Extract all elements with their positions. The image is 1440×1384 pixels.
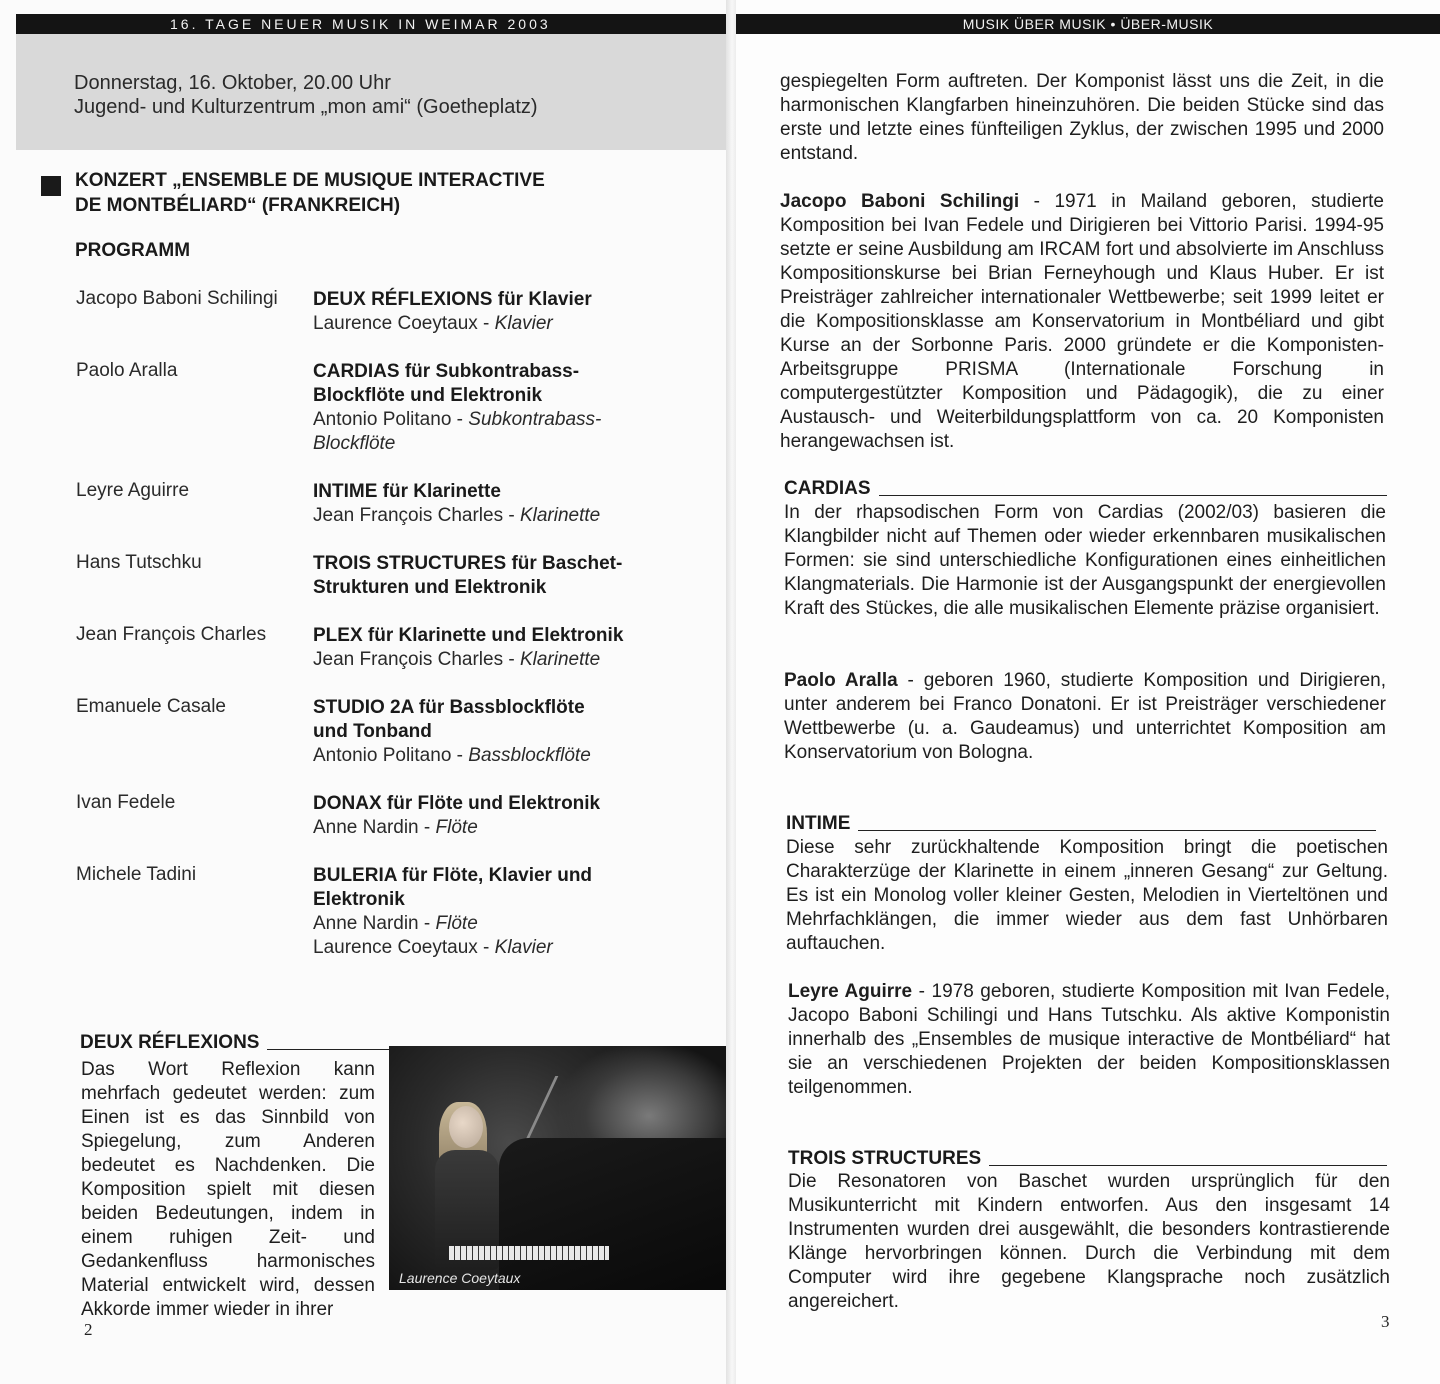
program-composer: Jacopo Baboni Schilingi — [76, 288, 278, 309]
program-composer: Leyre Aguirre — [76, 480, 190, 501]
program-work: INTIME für Klarinette — [313, 481, 501, 502]
program-composer: Emanuele Casale — [76, 696, 226, 717]
concert-title-line-2: DE MONTBÉLIARD“ (FRANKREICH) — [75, 195, 401, 216]
right-running-header: MUSIK ÜBER MUSIK • ÜBER-MUSIK — [736, 14, 1440, 34]
deux-reflexions-text: Das Wort Reflexion kann mehrfach gedeutet werden: zum Einen ist es das Sinnbild von Spiegelung, zum Anderen bedeutet es Nachdenken. Die Komposition spielt mit diesen beiden Bedeutungen, indem in einem ruhigen Zeit- und Gedankenfluss harmonisches Material entwickelt wird, dessen Akkorde immer wieder in ihrer — [81, 1059, 375, 1320]
cardias-heading: CARDIAS — [784, 478, 1387, 500]
program-composer: Hans Tutschku — [76, 552, 202, 573]
section-marker-square — [41, 176, 61, 196]
page-number-right: 3 — [1381, 1312, 1390, 1331]
program-performer: Anne Nardin - Flöte — [313, 913, 478, 934]
trois-structures-heading: TROIS STRUCTURES — [788, 1148, 1387, 1170]
program-work: CARDIAS für Subkontrabass-Blockflöte und Elektronik — [313, 361, 580, 406]
intime-heading: INTIME — [786, 813, 1376, 835]
program-composer: Paolo Aralla — [76, 360, 178, 381]
program-performer: Antonio Politano - Subkontrabass- — [313, 409, 602, 430]
right-page — [736, 0, 1440, 1384]
program-work: PLEX für Klarinette und Elektronik — [313, 625, 624, 646]
concert-date: Donnerstag, 16. Oktober, 20.00 Uhr — [74, 72, 391, 94]
program-composer: Jean François Charles — [76, 624, 267, 645]
deux-reflexions-continuation: gespiegelten Form auftreten. Der Komponist lässt uns die Zeit, in die harmonischen Klangfarben hineinzuhören. Die beiden Stücke sind das erste und letzte eines fünfteiligen Zyklus, der zwischen 1995 und 2000 entstand. — [780, 71, 1384, 164]
cardias-text: In der rhapsodischen Form von Cardias (2002/03) basieren die Klangbilder nicht auf Themen oder wieder erkennbaren musikalischen Formen: sie sind unterschiedliche Konfigurationen eines einheitlichen Klangmaterials. Die Harmonie ist der Ausgangspunkt der energievollen Kraft des Stückes, die alle musikalischen Elemente präzise organisiert. — [784, 502, 1386, 619]
page-number-left: 2 — [84, 1320, 93, 1339]
program-performer: Jean François Charles - Klarinette — [313, 505, 601, 526]
program-composer: Michele Tadini — [76, 864, 197, 885]
program-work: TROIS STRUCTURES für Baschet-Strukturen und Elektronik — [313, 553, 623, 598]
intime-text: Diese sehr zurückhaltende Komposition bringt die poetischen Charakterzüge der Klarinette in einem „inneren Gesang“ zur Geltung. Es ist ein Monolog voller kleiner Gesten, Melodien in Vierteltönen und Mehrfachklängen, die immer wieder aus dem fast Unhörbaren auftauchen. — [786, 837, 1388, 954]
concert-title-line-1: KONZERT „ENSEMBLE DE MUSIQUE INTERACTIVE — [75, 170, 545, 191]
program-performer: Blockflöte — [313, 433, 396, 454]
bio-aralla: Paolo Aralla - geboren 1960, studierte Komposition und Dirigieren, unter anderem bei Franco Donatoni. Er ist Preisträger verschiedener Wettbewerbe (u. a. Gaudeamus) und unterrichtet Komposition am Konservatorium von Bologna. — [784, 670, 1386, 763]
performer-photo — [389, 1046, 728, 1290]
deux-reflexions-heading: DEUX RÉFLEXIONS — [80, 1032, 389, 1054]
program-performer: Laurence Coeytaux - Klavier — [313, 937, 553, 958]
trois-structures-text: Die Resonatoren von Baschet wurden ursprünglich für den Musikunterricht mit Kindern entworfen. Aus den insgesamt 14 Instrumenten wurden drei ausgewählt, die besonders kontrastierende Klänge hervorbringen können. Durch die Verbindung mit dem Computer wird ihre gegebene Klangsprache noch zusätzlich angereichert. — [788, 1171, 1390, 1312]
program-work: DONAX für Flöte und Elektronik — [313, 793, 601, 814]
program-performer: Antonio Politano - Bassblockflöte — [313, 745, 591, 766]
program-work: DEUX RÉFLEXIONS für Klavier — [313, 289, 592, 310]
program-performer: Anne Nardin - Flöte — [313, 817, 478, 838]
program-composer: Ivan Fedele — [76, 792, 176, 813]
photo-caption: Laurence Coeytaux — [399, 1270, 521, 1286]
program-performer: Laurence Coeytaux - Klavier — [313, 313, 553, 334]
program-heading: PROGRAMM — [75, 240, 191, 261]
program-work: BULERIA für Flöte, Klavier und Elektronik — [313, 865, 593, 910]
program-work: STUDIO 2A für Bassblockflöte und Tonband — [313, 697, 585, 742]
concert-venue: Jugend- und Kulturzentrum „mon ami“ (Goetheplatz) — [74, 96, 538, 118]
bio-schilingi: Jacopo Baboni Schilingi - 1971 in Mailand geboren, studierte Komposition bei Ivan Fedele und Dirigieren bei Vittorio Parisi. 1994-95 setzte er seine Ausbildung am IRCAM fort und absolvierte im Anschluss Kompositionskurse bei Brian Ferneyhough und Klaus Huber. Er ist Preisträger zahlreicher internationaler Wettbewerbe; seit 1999 leitet er die Kompositionsklasse am Konservatorium in Montbéliard und gibt Kurse an der Sorbonne Paris. 2000 gründete er die Komponisten-Arbeitsgruppe PRISMA (Internationale Forschung in computergestützter Komposition und Pädagogik), die zu einer Austausch- und Weiterbildungsplattform von ca. 20 Komponisten herangewachsen ist. — [780, 191, 1384, 452]
concert-title — [75, 168, 545, 218]
program-performer: Jean François Charles - Klarinette — [313, 649, 601, 670]
bio-aguirre: Leyre Aguirre - 1978 geboren, studierte Komposition mit Ivan Fedele, Jacopo Baboni Schilingi und Hans Tutschku. Als aktive Komponistin innerhalb des „Ensembles de musique interactive de Montbéliard“ hat sie an verschiedenen Projekten der beiden Kompositionsklassen teilgenommen. — [788, 981, 1391, 1098]
left-running-header: 16. TAGE NEUER MUSIK IN WEIMAR 2003 — [16, 14, 728, 34]
